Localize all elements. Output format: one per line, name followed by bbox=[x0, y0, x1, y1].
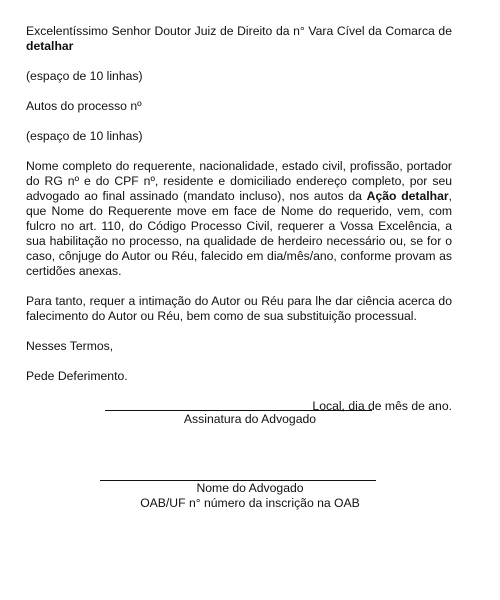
signature-line-1 bbox=[105, 410, 372, 411]
body-paragraph-1 bbox=[26, 159, 452, 279]
lawyer-oab: OAB/UF n° número da inscrição na OAB bbox=[140, 496, 360, 510]
closing-request: Pede Deferimento. bbox=[26, 369, 128, 383]
spacer-note-1: (espaço de 10 linhas) bbox=[26, 69, 143, 83]
salutation-text: Excelentíssimo Senhor Doutor Juiz de Direito da n° Vara Cível da Comarca de bbox=[26, 24, 452, 38]
spacer-note-2: (espaço de 10 linhas) bbox=[26, 129, 143, 143]
body-p1-part2: , que Nome do Requerente move em face de Nome do requerido, vem, com fulcro no art. 110, do Código Processo Civil, requerer a Vossa Excelência, a sua habilitação no processo, na qualidade de herdeiro necessário ou, se for o caso, cônjuge do Autor ou Réu, falecido em dia/mês/ano, conforme provam as certidões anexas. bbox=[26, 189, 453, 278]
body-p1-part1: Nome completo do requerente, nacionalidade, estado civil, profissão, portador do RG nº e do CPF nº, residente e domiciliado endereço completo, por seu advogado ao final assinado (mandato incluso), nos autos da bbox=[26, 159, 452, 203]
body-paragraph-2: Para tanto, requer a intimação do Autor ou Réu para lhe dar ciência acerca do falecimento do Autor ou Réu, bem como de sua substituição processual. bbox=[26, 294, 452, 323]
signature-label: Assinatura do Advogado bbox=[183, 412, 317, 426]
document-page bbox=[26, 24, 452, 414]
comarca-name: detalhar bbox=[26, 39, 74, 53]
salutation-paragraph bbox=[26, 24, 452, 54]
place-date-line: Local, dia de mês de ano. bbox=[312, 399, 452, 413]
process-number-line: Autos do processo nº bbox=[26, 99, 142, 113]
action-name: Ação detalhar bbox=[366, 189, 449, 203]
closing-terms: Nesses Termos, bbox=[26, 339, 114, 353]
lawyer-name: Nome do Advogado bbox=[196, 481, 304, 495]
